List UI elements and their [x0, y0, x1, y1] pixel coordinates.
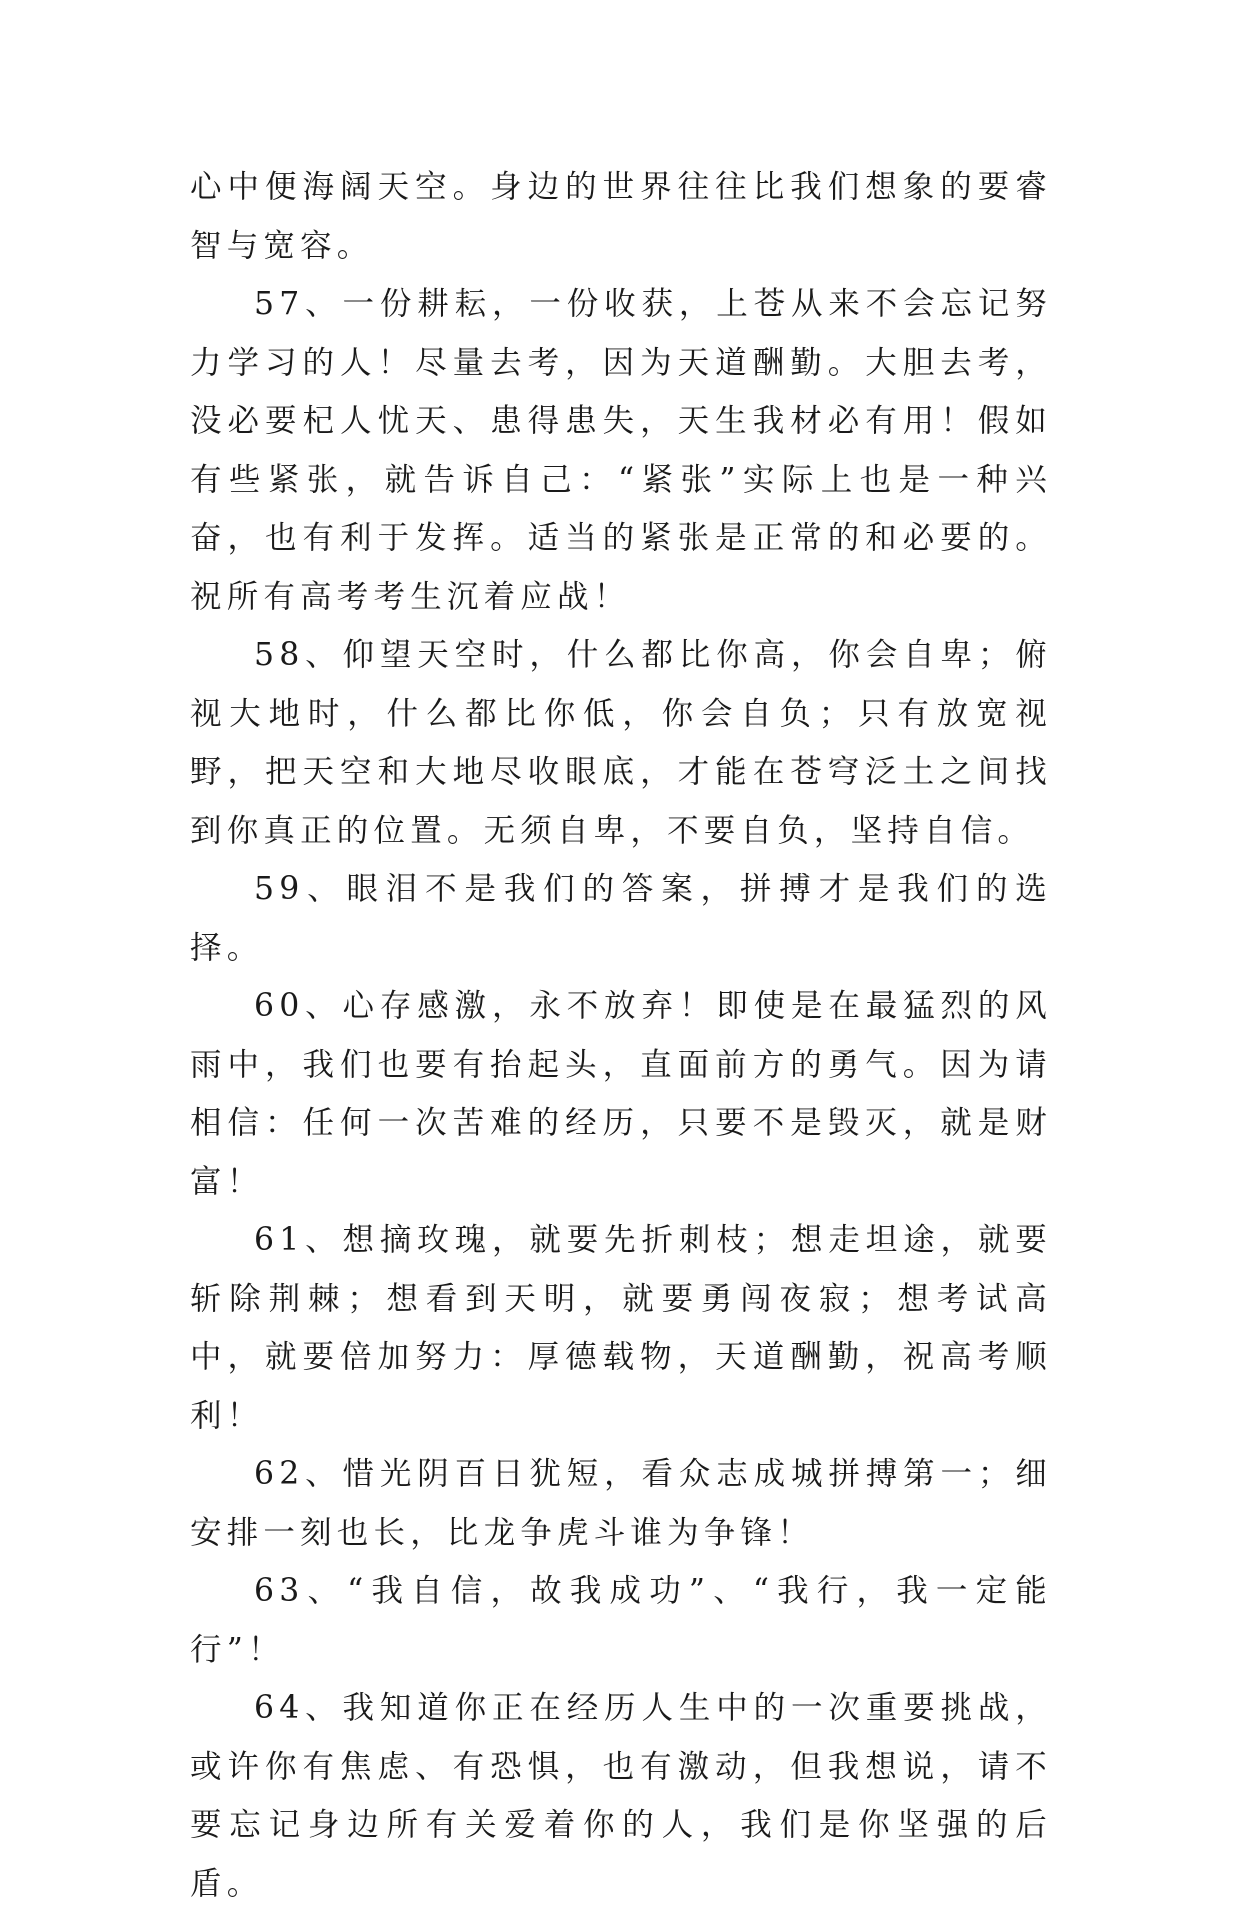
paragraph-57: 57、一份耕耘，一份收获，上苍从来不会忘记努力学习的人！尽量去考，因为天道酬勤。大胆去考，没必要杞人忧天、患得患失，天生我材必有用！假如有些紧张，就告诉自己：“紧张”实际上也是一种兴奋，也有利于发挥。适当的紧张是正常的和必要的。祝所有高考考生沉着应战！ — [190, 286, 1052, 615]
paragraph-62: 62、惜光阴百日犹短，看众志成城拼搏第一；细安排一刻也长，比龙争虎斗谁为争锋！ — [190, 1456, 1052, 1551]
paragraph-63: 63、“我自信，故我成功”、“我行，我一定能行”！ — [190, 1573, 1052, 1668]
paragraph-58: 58、仰望天空时，什么都比你高，你会自卑；俯视大地时，什么都比你低，你会自负；只有放宽视野，把天空和大地尽收眼底，才能在苍穹泛土之间找到你真正的位置。无须自卑，不要自负，坚持自信。 — [190, 637, 1052, 849]
paragraph-continued: 心中便海阔天空。身边的世界往往比我们想象的要睿智与宽容。 — [190, 169, 1052, 264]
paragraph-59: 59、眼泪不是我们的答案，拼搏才是我们的选择。 — [190, 871, 1052, 966]
document-body — [190, 158, 1052, 1913]
paragraph-60: 60、心存感激，永不放弃！即使是在最猛烈的风雨中，我们也要有抬起头，直面前方的勇气。因为请相信：任何一次苦难的经历，只要不是毁灭，就是财富！ — [190, 988, 1052, 1200]
paragraph-64: 64、我知道你正在经历人生中的一次重要挑战，或许你有焦虑、有恐惧，也有激动，但我想说，请不要忘记身边所有关爱着你的人，我们是你坚强的后盾。 — [190, 1690, 1052, 1902]
paragraph-61: 61、想摘玫瑰，就要先折刺枝；想走坦途，就要斩除荆棘；想看到天明，就要勇闯夜寂；想考试高中，就要倍加努力：厚德载物，天道酬勤，祝高考顺利！ — [190, 1222, 1052, 1434]
